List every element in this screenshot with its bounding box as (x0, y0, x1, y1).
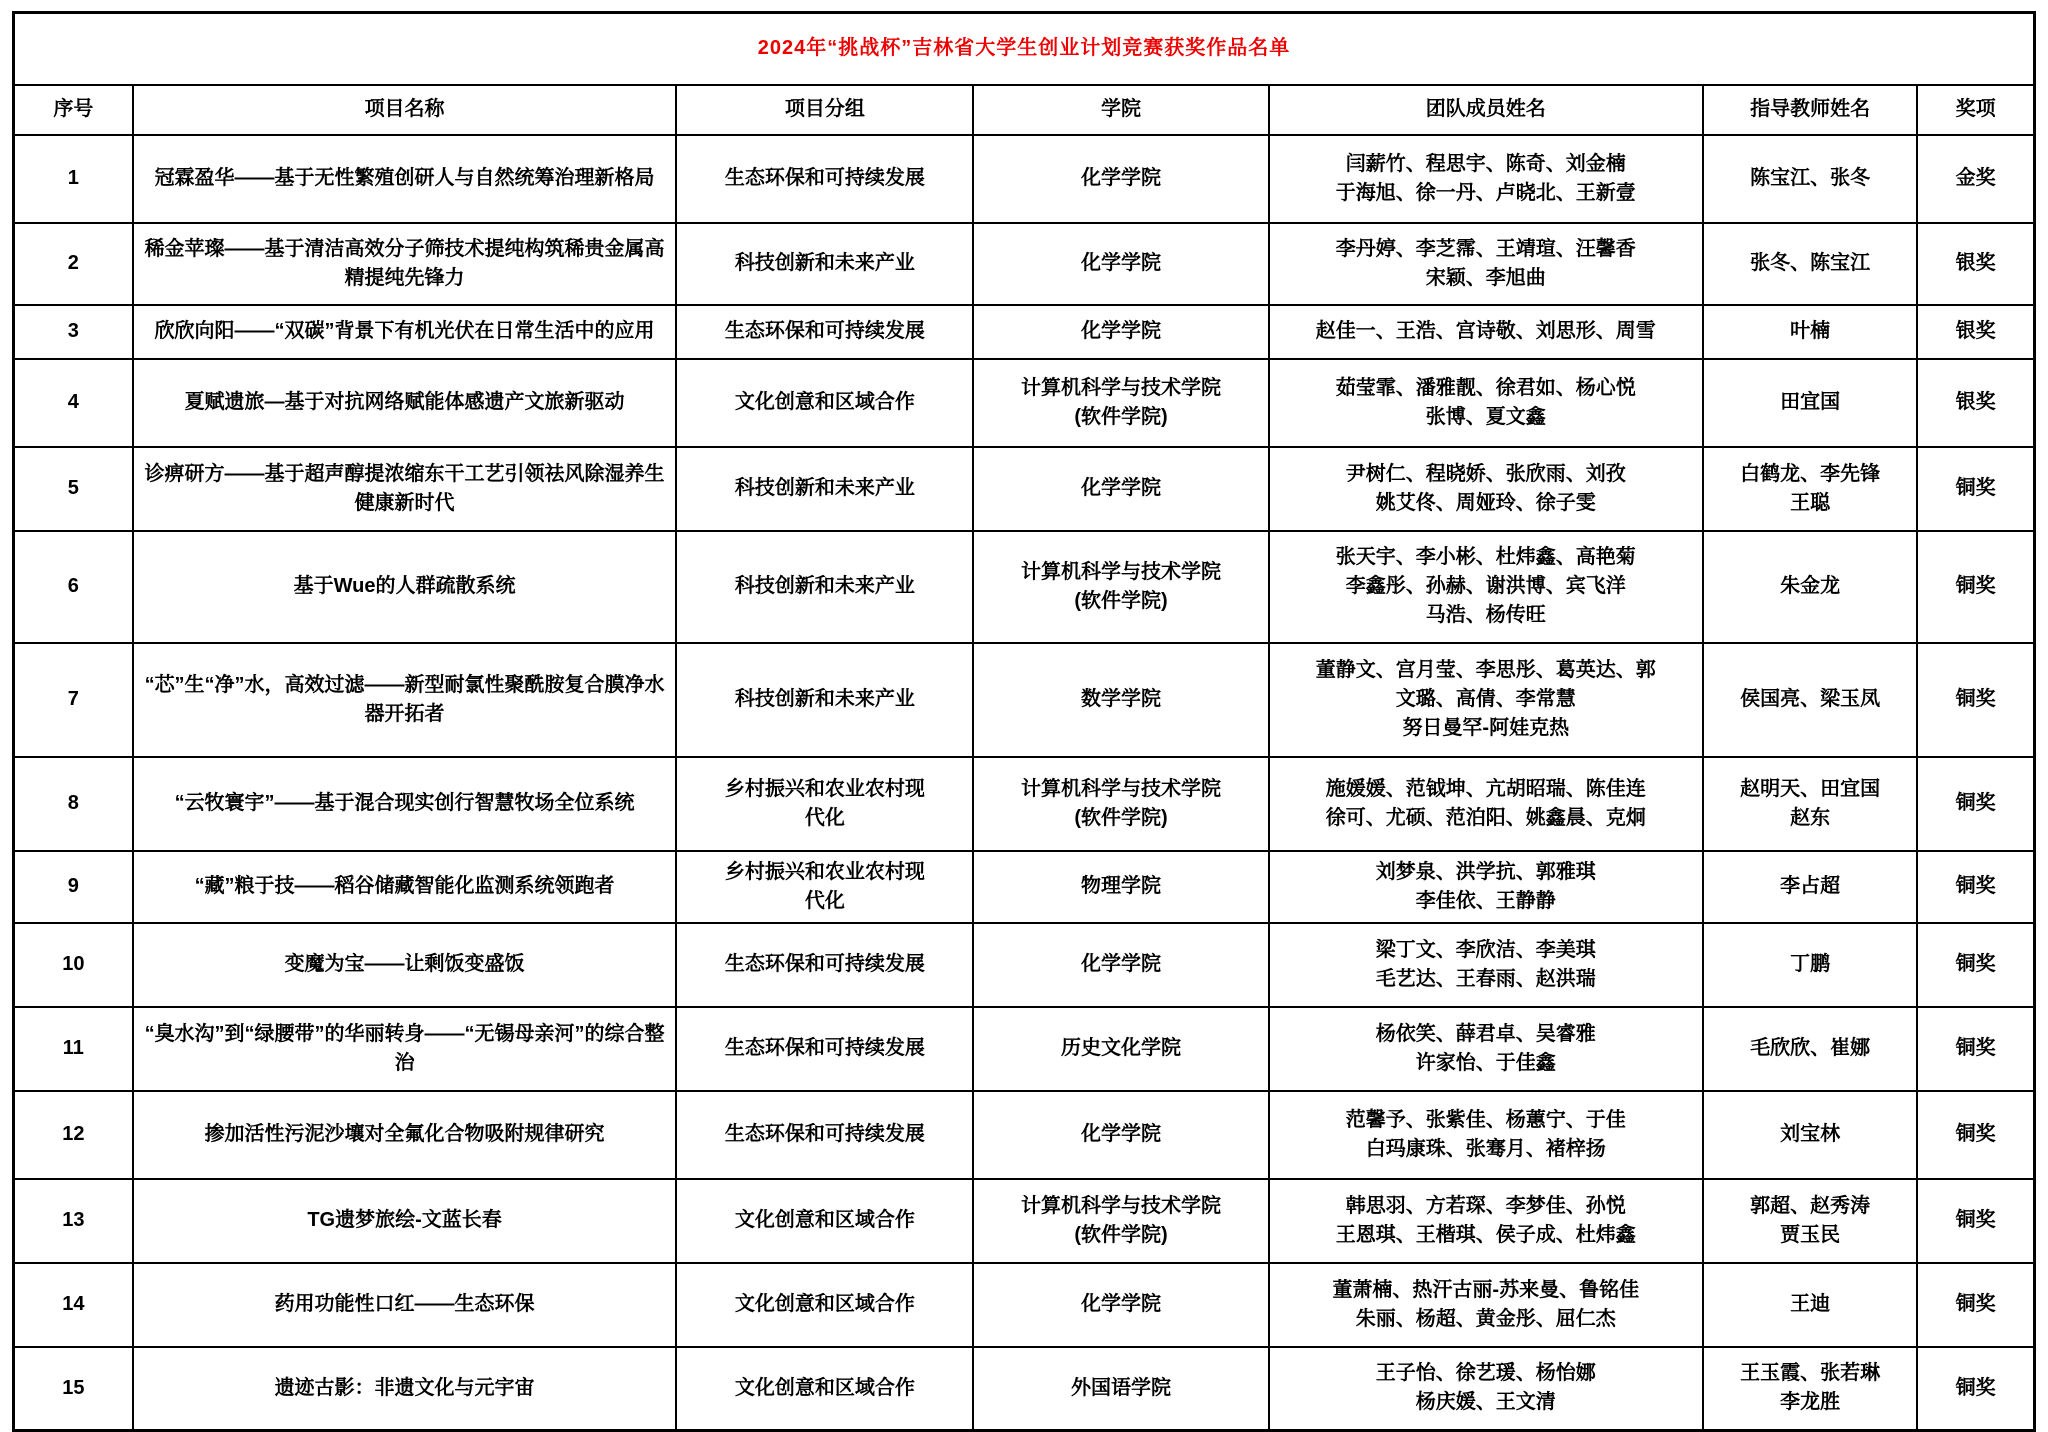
text-line: 杨依笑、薛君卓、吴睿雅 (1375, 1022, 1596, 1045)
cell-team-members (1269, 1179, 1704, 1263)
cell-team-members (1269, 851, 1704, 923)
cell-no: 8 (14, 757, 133, 851)
cell-no: 2 (14, 223, 133, 305)
column-header-award: 奖项 (1917, 85, 2034, 135)
cell-no: 1 (14, 135, 133, 223)
text-line: 赵东 (1790, 806, 1831, 829)
cell-no: 10 (14, 923, 133, 1007)
cell-project-name (133, 1091, 677, 1179)
text-line: 努日曼罕-阿娃克热 (1402, 717, 1570, 739)
cell-project-group (676, 923, 973, 1007)
cell-award: 铜奖 (1917, 757, 2034, 851)
cell-no: 7 (14, 643, 133, 757)
cell-no: 13 (14, 1179, 133, 1263)
project-group-text: 文化创意和区域合作 (734, 1293, 915, 1315)
text-line: 物理学院 (1081, 875, 1161, 897)
cell-award: 铜奖 (1917, 643, 2034, 757)
text-line: 闫薪竹、程思宇、陈奇、刘金楠 (1345, 152, 1626, 175)
cell-no: 11 (14, 1007, 133, 1091)
text-line: 化学学院 (1081, 1123, 1161, 1145)
cell-project-group (676, 1263, 973, 1347)
project-group-text: 生态环保和可持续发展 (724, 320, 925, 342)
text-line: 王玉霞、张若琳 (1740, 1362, 1881, 1385)
cell-college (973, 1091, 1268, 1179)
cell-team-members (1269, 1347, 1704, 1431)
cell-no: 12 (14, 1091, 133, 1179)
text-line: 化学学院 (1081, 252, 1161, 274)
cell-team-members (1269, 305, 1704, 359)
cell-award: 银奖 (1917, 359, 2034, 447)
awards-table (12, 11, 2036, 1432)
text-line: 张天宇、李小彬、杜炜鑫、高艳菊 (1335, 546, 1636, 568)
cell-college (973, 1007, 1268, 1091)
cell-advisors (1703, 135, 1917, 223)
cell-project-name (133, 851, 677, 923)
project-name-text: 变魔为宝——让剩饭变盛饭 (284, 953, 525, 975)
cell-team-members (1269, 1091, 1704, 1179)
text-line: 计算机科学与技术学院 (1021, 777, 1221, 800)
cell-advisors (1703, 223, 1917, 305)
cell-no: 15 (14, 1347, 133, 1431)
cell-team-members (1269, 923, 1704, 1007)
project-group-text: 科技创新和未来产业 (734, 252, 915, 274)
text-line: 郭超、赵秀涛 (1750, 1194, 1871, 1217)
project-name-text: 冠霖盈华——基于无性繁殖创研人与自然统筹治理新格局 (154, 167, 655, 189)
text-line: 李鑫彤、孙赫、谢洪博、宾飞洋 (1345, 575, 1626, 597)
text-line: 文璐、高倩、李常慧 (1395, 688, 1576, 710)
cell-college (973, 359, 1268, 447)
project-group-text: 科技创新和未来产业 (734, 477, 915, 499)
project-group-text: 生态环保和可持续发展 (724, 1037, 925, 1059)
header-row (14, 85, 2035, 135)
text-line: 于海旭、徐一丹、卢晓北、王新壹 (1335, 181, 1636, 204)
cell-team-members (1269, 643, 1704, 757)
cell-no: 3 (14, 305, 133, 359)
text-line: 朱丽、杨超、黄金彤、屈仁杰 (1355, 1307, 1616, 1330)
column-header-college: 学院 (973, 85, 1268, 135)
column-header-advisors: 指导教师姓名 (1703, 85, 1917, 135)
column-header-members: 团队成员姓名 (1269, 85, 1704, 135)
cell-project-name (133, 305, 677, 359)
cell-project-name (133, 1007, 677, 1091)
text-line: 许家怡、于佳鑫 (1415, 1051, 1556, 1074)
table-row (14, 1091, 2035, 1179)
cell-advisors (1703, 1007, 1917, 1091)
cell-advisors (1703, 1091, 1917, 1179)
text-line: 刘宝林 (1780, 1123, 1841, 1145)
text-line: 董萧楠、热汗古丽-苏来曼、鲁铭佳 (1332, 1278, 1640, 1301)
cell-college (973, 923, 1268, 1007)
cell-project-name (133, 223, 677, 305)
cell-college (973, 1347, 1268, 1431)
text-line: 王迪 (1790, 1293, 1831, 1315)
text-line: 毛艺达、王春雨、赵洪瑞 (1375, 967, 1596, 990)
text-line: (软件学院) (1074, 806, 1168, 829)
cell-project-group (676, 447, 973, 531)
cell-college (973, 851, 1268, 923)
cell-project-name (133, 135, 677, 223)
table-row (14, 531, 2035, 643)
cell-college (973, 643, 1268, 757)
cell-advisors (1703, 643, 1917, 757)
cell-project-name (133, 359, 677, 447)
text-line: 张博、夏文鑫 (1425, 405, 1546, 428)
cell-college (973, 305, 1268, 359)
project-group-text: 生态环保和可持续发展 (724, 167, 925, 189)
cell-award: 铜奖 (1917, 1179, 2034, 1263)
text-line: 王恩琪、王楷琪、侯子成、杜炜鑫 (1335, 1223, 1636, 1246)
project-group-text: 乡村振兴和农业农村现代化 (724, 860, 925, 912)
text-line: 韩思羽、方若琛、李梦佳、孙悦 (1345, 1194, 1626, 1217)
cell-team-members (1269, 531, 1704, 643)
table-row (14, 447, 2035, 531)
column-header-no: 序号 (14, 85, 133, 135)
text-line: 王子怡、徐艺瑗、杨怡娜 (1375, 1362, 1596, 1385)
cell-award: 银奖 (1917, 223, 2034, 305)
project-group-text: 科技创新和未来产业 (734, 575, 915, 597)
text-line: 朱金龙 (1780, 575, 1841, 597)
text-line: 赵明天、田宜国 (1740, 777, 1881, 800)
text-line: 田宜国 (1780, 391, 1841, 413)
cell-project-group (676, 1347, 973, 1431)
cell-award: 铜奖 (1917, 1347, 2034, 1431)
text-line: 尹树仁、程晓娇、张欣雨、刘孜 (1345, 462, 1626, 485)
table-row (14, 757, 2035, 851)
text-line: (软件学院) (1074, 1223, 1168, 1246)
cell-project-group (676, 359, 973, 447)
cell-project-name (133, 923, 677, 1007)
column-header-project: 项目名称 (133, 85, 677, 135)
project-name-text: 诊痹研方——基于超声醇提浓缩东干工艺引领祛风除湿养生健康新时代 (144, 462, 665, 514)
text-line: 外国语学院 (1071, 1376, 1171, 1399)
project-group-text: 乡村振兴和农业农村现代化 (724, 777, 925, 829)
text-line: 茹莹霏、潘雅靓、徐君如、杨心悦 (1335, 376, 1636, 399)
project-group-text: 生态环保和可持续发展 (724, 1123, 925, 1145)
cell-award: 铜奖 (1917, 851, 2034, 923)
text-line: 赵佳一、王浩、宫诗敬、刘思形、周雪 (1315, 320, 1656, 342)
text-line: 计算机科学与技术学院 (1021, 560, 1221, 583)
cell-advisors (1703, 1263, 1917, 1347)
text-line: 张冬、陈宝江 (1750, 252, 1871, 274)
cell-project-group (676, 851, 973, 923)
text-line: 马浩、杨传旺 (1425, 604, 1546, 626)
cell-project-group (676, 1007, 973, 1091)
text-line: 徐可、尤硕、范泊阳、姚鑫晨、克炯 (1325, 806, 1646, 829)
cell-award: 金奖 (1917, 135, 2034, 223)
cell-college (973, 531, 1268, 643)
cell-advisors (1703, 757, 1917, 851)
project-name-text: “云牧寰宇”——基于混合现实创行智慧牧场全位系统 (174, 792, 635, 814)
cell-team-members (1269, 757, 1704, 851)
cell-no: 9 (14, 851, 133, 923)
cell-advisors (1703, 1347, 1917, 1431)
text-line: 陈宝江、张冬 (1750, 167, 1871, 189)
cell-college (973, 223, 1268, 305)
cell-team-members (1269, 223, 1704, 305)
text-line: 化学学院 (1081, 477, 1161, 499)
cell-award: 铜奖 (1917, 1007, 2034, 1091)
cell-advisors (1703, 305, 1917, 359)
cell-college (973, 1179, 1268, 1263)
project-group-text: 生态环保和可持续发展 (724, 953, 925, 975)
cell-college (973, 135, 1268, 223)
table-row (14, 359, 2035, 447)
project-name-text: 夏赋遗旅—基于对抗网络赋能体感遗产文旅新驱动 (184, 391, 625, 413)
text-line: 刘梦泉、洪学抗、郭雅琪 (1375, 860, 1596, 883)
text-line: 侯国亮、梁玉凤 (1740, 688, 1881, 710)
project-group-text: 文化创意和区域合作 (734, 391, 915, 413)
text-line: 毛欣欣、崔娜 (1750, 1037, 1871, 1059)
project-name-text: TG遗梦旅绘-文蓝长春 (307, 1209, 502, 1231)
text-line: 丁鹏 (1790, 953, 1831, 975)
cell-project-name (133, 531, 677, 643)
cell-college (973, 447, 1268, 531)
text-line: 李占超 (1780, 875, 1841, 897)
project-name-text: 稀金苹璨——基于清洁高效分子筛技术提纯构筑稀贵金属高精提纯先锋力 (144, 237, 665, 289)
table-row (14, 851, 2035, 923)
cell-advisors (1703, 923, 1917, 1007)
cell-award: 银奖 (1917, 305, 2034, 359)
text-line: 历史文化学院 (1061, 1037, 1181, 1059)
text-line: 白玛康珠、张骞月、褚梓扬 (1365, 1137, 1606, 1160)
table-row (14, 923, 2035, 1007)
text-line: (软件学院) (1074, 405, 1168, 428)
text-line: 宋颖、李旭曲 (1425, 266, 1546, 289)
cell-project-group (676, 1179, 973, 1263)
cell-team-members (1269, 1007, 1704, 1091)
text-line: 数学学院 (1081, 688, 1161, 710)
table-row (14, 1179, 2035, 1263)
project-name-text: 欣欣向阳——“双碳”背景下有机光伏在日常生活中的应用 (154, 320, 655, 342)
cell-no: 6 (14, 531, 133, 643)
text-line: 化学学院 (1081, 1293, 1161, 1315)
project-group-text: 科技创新和未来产业 (734, 688, 915, 710)
cell-advisors (1703, 531, 1917, 643)
cell-project-name (133, 757, 677, 851)
cell-award: 铜奖 (1917, 447, 2034, 531)
cell-award: 铜奖 (1917, 1091, 2034, 1179)
table-title: 2024年“挑战杯”吉林省大学生创业计划竞赛获奖作品名单 (14, 13, 2035, 85)
cell-award: 铜奖 (1917, 923, 2034, 1007)
project-name-text: 遗迹古影：非遗文化与元宇宙 (274, 1376, 535, 1399)
text-line: 梁丁文、李欣洁、李美琪 (1375, 938, 1596, 961)
text-line: 范馨予、张紫佳、杨蕙宁、于佳 (1345, 1108, 1626, 1131)
column-header-group: 项目分组 (676, 85, 973, 135)
text-line: 姚艾佟、周娅玲、徐子雯 (1375, 491, 1596, 514)
cell-project-name (133, 1347, 677, 1431)
cell-project-name (133, 643, 677, 757)
cell-award: 铜奖 (1917, 1263, 2034, 1347)
table-row (14, 223, 2035, 305)
text-line: 王聪 (1790, 491, 1831, 514)
text-line: 化学学院 (1081, 320, 1161, 342)
table-row (14, 1263, 2035, 1347)
text-line: 计算机科学与技术学院 (1021, 1194, 1221, 1217)
text-line: 李龙胜 (1780, 1391, 1841, 1414)
text-line: 贾玉民 (1780, 1223, 1841, 1246)
cell-team-members (1269, 135, 1704, 223)
project-group-text: 文化创意和区域合作 (734, 1376, 915, 1399)
cell-award: 铜奖 (1917, 531, 2034, 643)
project-name-text: “臭水沟”到“绿腰带”的华丽转身——“无锡母亲河”的综合整治 (144, 1022, 665, 1074)
text-line: 白鹤龙、李先锋 (1740, 462, 1881, 485)
cell-project-group (676, 757, 973, 851)
cell-team-members (1269, 359, 1704, 447)
text-line: 施媛媛、范钺坤、亢胡昭瑞、陈佳连 (1325, 777, 1646, 800)
cell-no: 14 (14, 1263, 133, 1347)
table-row (14, 305, 2035, 359)
cell-project-group (676, 305, 973, 359)
text-line: 董静文、宫月莹、李思彤、葛英达、郭 (1315, 659, 1656, 681)
text-line: 化学学院 (1081, 953, 1161, 975)
table-row (14, 135, 2035, 223)
project-name-text: 药用功能性口红——生态环保 (274, 1293, 535, 1315)
cell-no: 4 (14, 359, 133, 447)
cell-college (973, 757, 1268, 851)
text-line: 杨庆媛、王文清 (1415, 1391, 1556, 1414)
text-line: 李丹婷、李芝霈、王靖瑄、汪馨香 (1335, 237, 1636, 260)
cell-no: 5 (14, 447, 133, 531)
text-line: 化学学院 (1081, 167, 1161, 189)
cell-college (973, 1263, 1268, 1347)
cell-project-name (133, 1179, 677, 1263)
cell-advisors (1703, 359, 1917, 447)
cell-advisors (1703, 447, 1917, 531)
cell-advisors (1703, 1179, 1917, 1263)
table-row (14, 1347, 2035, 1431)
text-line: 叶楠 (1790, 320, 1831, 342)
cell-advisors (1703, 851, 1917, 923)
text-line: 计算机科学与技术学院 (1021, 376, 1221, 399)
text-line: (软件学院) (1074, 589, 1168, 612)
cell-project-group (676, 1091, 973, 1179)
cell-project-group (676, 531, 973, 643)
table-head (14, 13, 2035, 135)
text-line: 李佳依、王静静 (1415, 889, 1556, 912)
cell-project-group (676, 223, 973, 305)
project-name-text: “芯”生“净”水，高效过滤——新型耐氯性聚酰胺复合膜净水器开拓者 (144, 673, 665, 725)
project-name-text: “藏”粮于技——稻谷储藏智能化监测系统领跑者 (194, 875, 615, 897)
project-name-text: 掺加活性污泥沙壤对全氟化合物吸附规律研究 (204, 1123, 605, 1145)
table-body (14, 135, 2035, 1431)
cell-project-group (676, 643, 973, 757)
cell-project-name (133, 447, 677, 531)
cell-team-members (1269, 447, 1704, 531)
cell-project-name (133, 1263, 677, 1347)
table-row (14, 643, 2035, 757)
project-group-text: 文化创意和区域合作 (734, 1209, 915, 1231)
project-name-text: 基于Wue的人群疏散系统 (293, 575, 516, 597)
cell-team-members (1269, 1263, 1704, 1347)
table-row (14, 1007, 2035, 1091)
cell-project-group (676, 135, 973, 223)
